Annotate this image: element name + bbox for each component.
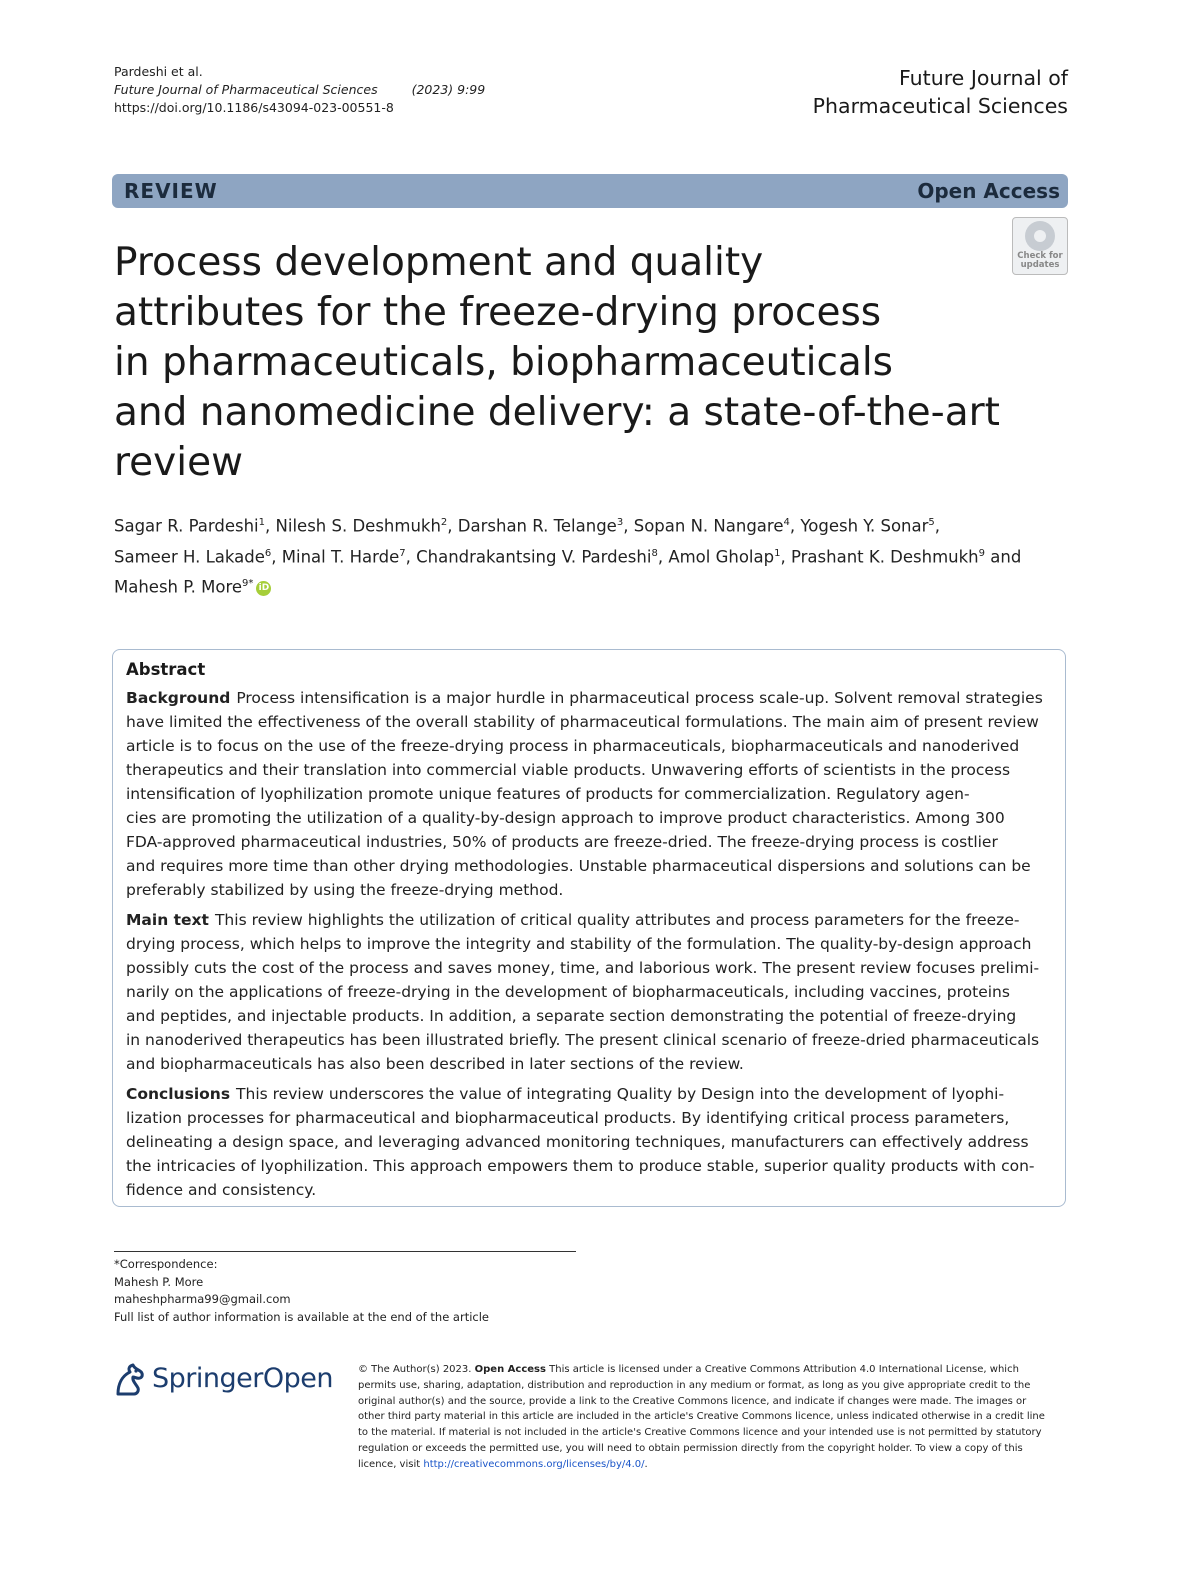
author-name[interactable]: Nilesh S. Deshmukh <box>275 516 441 536</box>
author-sep: , <box>447 516 458 536</box>
brand-open: Open <box>262 1363 333 1394</box>
author-affil: 9 <box>978 547 986 559</box>
author-affil: 1 <box>774 547 781 559</box>
text-line: in nanoderived therapeutics has been illustrated briefly. The present clinical scenario of freeze-dried pharmaceuticals <box>126 1031 1040 1049</box>
badge-text: updates <box>1020 260 1060 270</box>
text-line: and biopharmaceuticals has also been described in later sections of the review. <box>126 1055 744 1073</box>
author-sep: , <box>789 516 801 536</box>
correspondence-email[interactable]: maheshpharma99@gmail.com <box>114 1292 291 1306</box>
author-name[interactable]: Darshan R. Telange <box>457 516 617 536</box>
license-open-access: Open Access <box>474 1364 546 1375</box>
author-name[interactable]: Prashant K. Deshmukh <box>790 547 979 566</box>
text-line: to the material. If material is not included in the article's Creative Commons licence and your intended use is not permitted by statutory <box>358 1427 1042 1439</box>
article-title <box>114 238 1054 488</box>
abstract-box <box>112 649 1066 1207</box>
correspondence-name: Mahesh P. More <box>114 1274 204 1289</box>
text-line: possibly cuts the cost of the process and saves money, time, and laborious work. The present review focuses prelimi- <box>126 959 1040 977</box>
author-affil: 6 <box>264 547 272 559</box>
brand-springer: Springer <box>152 1363 263 1394</box>
check-for-updates-icon[interactable] <box>1012 217 1068 275</box>
title-line: in pharmaceuticals, biopharmaceuticals <box>114 340 893 385</box>
title-line: attributes for the freeze-drying process <box>114 290 882 335</box>
author-affil: 5 <box>928 517 935 528</box>
article-meta <box>114 63 485 117</box>
text-line: permits use, sharing, adaptation, distribution and reproduction in any medium or format, as long as you give appropriate credit to the <box>358 1379 1031 1391</box>
journal-citation: Future Journal of Pharmaceutical Sciences <box>114 82 378 97</box>
title-line: review <box>114 440 243 485</box>
footnote-divider <box>114 1251 576 1252</box>
license-text <box>358 1362 1058 1473</box>
author-affil: 8 <box>651 547 658 559</box>
author-affil: 3 <box>616 517 624 528</box>
article-type-label: REVIEW <box>124 179 218 203</box>
text-line: regulation or exceeds the permitted use, you will need to obtain permission directly from the copyright holder. To view a copy of this <box>358 1442 1023 1454</box>
badge-text: Check for <box>1017 251 1063 261</box>
text-line: other third party material in this article are included in the article's Creative Commons licence, unless indicated otherwise in a credit line <box>358 1411 1045 1423</box>
author-sep: , <box>271 547 282 566</box>
text-line: therapeutics and their translation into commercial viable products. Unwavering efforts of scientists in the process <box>126 761 1011 779</box>
author-sep: , <box>265 516 276 536</box>
title-line: Process development and quality <box>114 240 764 285</box>
author-name[interactable]: Chandrakantsing V. Pardeshi <box>416 547 652 566</box>
journal-name-line1: Future Journal of <box>899 66 1068 90</box>
springer-horse-icon <box>112 1362 148 1398</box>
text-line: This article is licensed under a Creative Commons Attribution 4.0 International License, which <box>549 1364 1019 1375</box>
author-affil: 4 <box>783 517 790 528</box>
section-label: Main text <box>126 911 209 929</box>
author-name[interactable]: Sopan N. Nangare <box>633 516 784 536</box>
text-line: the intricacies of lyophilization. This approach empowers them to produce stable, superior quality products with con- <box>126 1157 1035 1175</box>
article-type-banner <box>112 174 1068 208</box>
license-visit-text: licence, visit <box>358 1458 421 1470</box>
springer-open-logo[interactable] <box>112 1360 332 1400</box>
author-sep: , <box>405 547 417 566</box>
author-list <box>114 509 1074 601</box>
author-affil: 7 <box>399 547 406 559</box>
license-suffix: . <box>644 1458 648 1470</box>
author-name[interactable]: Sagar R. Pardeshi <box>114 516 259 536</box>
author-name[interactable]: Mahesh P. More <box>114 577 243 597</box>
doi-link[interactable]: https://doi.org/10.1186/s43094-023-00551-8 <box>114 100 394 115</box>
license-prefix: © The Author(s) 2023. <box>358 1364 472 1375</box>
section-label: Background <box>126 689 231 707</box>
author-affil: 9* <box>242 578 254 589</box>
author-sep: , <box>623 516 634 536</box>
text-line: and requires more time than other drying methodologies. Unstable pharmaceutical dispersions and solutions can be <box>126 857 1031 875</box>
author-sep: , <box>657 547 669 566</box>
abstract-heading: Abstract <box>126 660 206 679</box>
author-name[interactable]: Yogesh Y. Sonar <box>800 516 929 536</box>
text-line: cies are promoting the utilization of a quality-by-design approach to improve product characteristics. Among 300 <box>126 809 1005 827</box>
text-line: original author(s) and the source, provide a link to the Creative Commons licence, and indicate if changes were made. The images or <box>358 1395 1027 1407</box>
correspondence <box>114 1256 489 1326</box>
abstract-background <box>126 686 1061 902</box>
text-line: This review underscores the value of integrating Quality by Design into the development of lyophi- <box>236 1085 1005 1103</box>
correspondence-label: *Correspondence: <box>114 1257 218 1271</box>
author-affil: 2 <box>440 517 448 528</box>
abstract-conclusions <box>126 1082 1061 1202</box>
author-name[interactable]: Amol Gholap <box>668 547 775 566</box>
author-affil: 1 <box>258 517 266 528</box>
check-for-updates-symbol <box>1025 221 1055 251</box>
author-sep: , <box>934 516 941 536</box>
text-line: fidence and consistency. <box>126 1181 317 1199</box>
open-access-label: Open Access <box>917 179 1060 203</box>
text-line: lization processes for pharmaceutical and biopharmaceutical products. By identifying critical process parameters, <box>126 1109 1010 1127</box>
authors-short: Pardeshi et al. <box>114 64 203 79</box>
text-line: delineating a design space, and leveraging advanced monitoring techniques, manufacturers can effectively address <box>126 1133 1029 1151</box>
text-line: have limited the effectiveness of the overall stability of pharmaceutical formulations. The main aim of present review <box>126 713 1039 731</box>
text-line: article is to focus on the use of the freeze-drying process in pharmaceuticals, biopharmaceuticals and nanoderived <box>126 737 1020 755</box>
license-link[interactable]: http://creativecommons.org/licenses/by/4.0/ <box>423 1458 645 1470</box>
text-line: This review highlights the utilization of critical quality attributes and process parameters for the freeze- <box>214 911 1020 929</box>
title-line: and nanomedicine delivery: a state-of-the-art <box>114 390 1000 435</box>
text-line: preferably stabilized by using the freeze-drying method. <box>126 881 564 899</box>
text-line: and peptides, and injectable products. In addition, a separate section demonstrating the potential of freeze-drying <box>126 1007 1017 1025</box>
text-line: drying process, which helps to improve the integrity and stability of the formulation. The quality-by-design approach <box>126 935 1032 953</box>
abstract-main-text <box>126 908 1061 1076</box>
text-line: Process intensification is a major hurdle in pharmaceutical process scale-up. Solvent removal strategies <box>236 689 1043 707</box>
orcid-icon[interactable]: iD <box>256 581 271 596</box>
text-line: narily on the applications of freeze-drying in the development of biopharmaceuticals, including vaccines, proteins <box>126 983 1010 1001</box>
section-label: Conclusions <box>126 1085 231 1103</box>
author-sep: and <box>985 547 1022 566</box>
text-line: FDA-approved pharmaceutical industries, 50% of products are freeze-dried. The freeze-drying process is costlier <box>126 833 998 851</box>
journal-name-line2: Pharmaceutical Sciences <box>812 94 1068 118</box>
author-info-note: Full list of author information is available at the end of the article <box>114 1309 489 1324</box>
author-sep: , <box>780 547 791 566</box>
year-volume: (2023) 9:99 <box>411 82 486 97</box>
journal-name <box>813 64 1068 120</box>
text-line: intensification of lyophilization promote unique features of products for commercialization. Regulatory agen- <box>126 785 970 803</box>
author-name[interactable]: Sameer H. Lakade <box>114 547 265 566</box>
author-name[interactable]: Minal T. Harde <box>281 547 400 566</box>
